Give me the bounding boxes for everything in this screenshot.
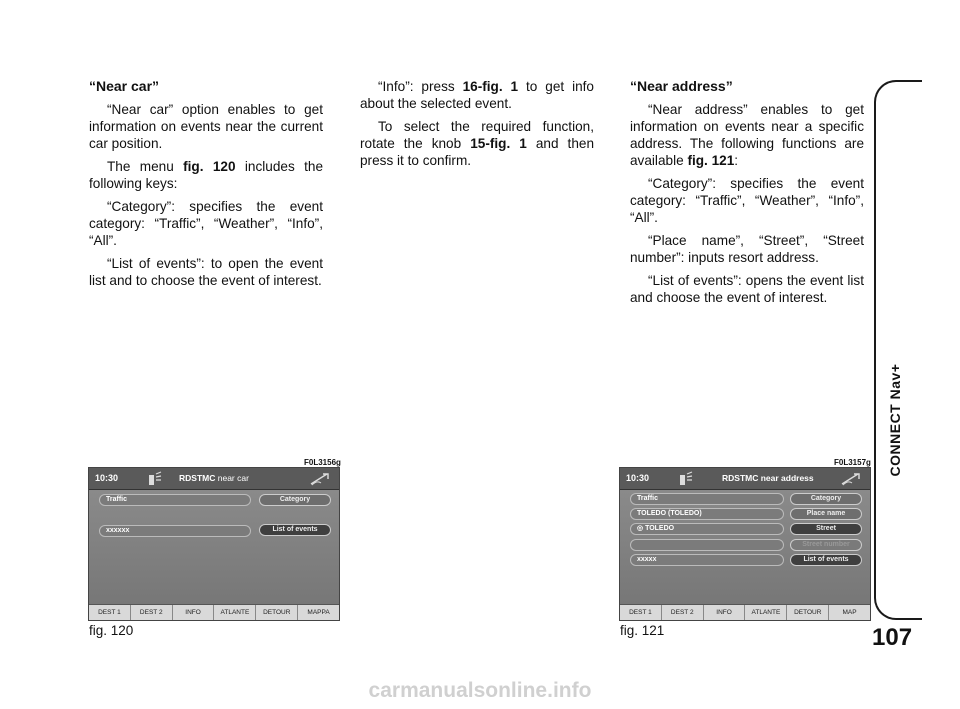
softkey-info[interactable]: INFO	[704, 605, 746, 620]
event-field[interactable]: xxxxx	[630, 554, 784, 566]
screen-near-address	[619, 467, 871, 621]
event-field[interactable]: xxxxxx	[99, 525, 251, 537]
softkey-dest1[interactable]: DEST 1	[89, 605, 131, 620]
clock: 10:30	[626, 473, 650, 483]
street-field[interactable]: ◎ TOLEDO	[630, 523, 784, 535]
softkey-atlante[interactable]: ATLANTE	[214, 605, 256, 620]
column-near-car	[89, 78, 323, 295]
screen-body	[89, 490, 339, 604]
softkey-dest2[interactable]: DEST 2	[131, 605, 173, 620]
paragraph: The menu fig. 120 includes the following keys:	[89, 159, 324, 191]
figure-caption: fig. 120	[89, 623, 134, 638]
paragraph: “List of events”: to open the event list and to choose the event of interest.	[89, 256, 323, 288]
heading-near-address: “Near address”	[630, 78, 733, 94]
street-number-key[interactable]: Street number	[790, 539, 862, 551]
figure-code: F0L3157g	[834, 458, 871, 467]
street-key[interactable]: Street	[790, 523, 862, 535]
figure-code: F0L3156g	[304, 458, 341, 467]
softkey-detour[interactable]: DETOUR	[787, 605, 829, 620]
paragraph: “Category”: specifies the event category: “Traffic”, “Weather”, “Info”, “All”.	[630, 176, 864, 225]
paragraph: “Near address” enables to get information on events near a specific address. The following functions are available fig. 121:	[630, 102, 864, 168]
signal-icon	[678, 471, 694, 492]
watermark: carmanualsonline.info	[368, 679, 592, 702]
street-number-field[interactable]	[630, 539, 784, 551]
screen-title: RDSTMC near address	[722, 473, 814, 483]
figure-caption: fig. 121	[620, 623, 665, 638]
edit-icon	[309, 471, 331, 492]
category-field[interactable]: Traffic	[630, 493, 784, 505]
softkey-bar	[89, 604, 339, 620]
page-number: 107	[872, 624, 913, 651]
edit-icon	[840, 471, 862, 492]
clock: 10:30	[95, 473, 119, 483]
screen-near-car	[88, 467, 340, 621]
softkey-atlante[interactable]: ATLANTE	[745, 605, 787, 620]
softkey-mappa[interactable]: MAPPA	[307, 609, 330, 616]
softkey-detour[interactable]: DETOUR	[256, 605, 298, 620]
softkey-map[interactable]: MAP	[842, 609, 857, 616]
target-icon: ◎	[637, 525, 644, 532]
softkey-bar	[620, 604, 870, 620]
paragraph: To select the required function, rotate the knob 15-fig. 1 and then press it to confirm.	[360, 119, 595, 168]
column-near-address	[630, 78, 864, 312]
paragraph: “Category”: specifies the event category: “Traffic”, “Weather”, “Info”, “All”.	[89, 199, 323, 248]
screen-title: RDSTMC near car	[179, 473, 249, 483]
category-field[interactable]: Traffic	[99, 494, 251, 506]
paragraph: “Near car” option enables to get information on events near the current car position.	[89, 102, 323, 151]
paragraph: “Place name”, “Street”, “Street number”: inputs resort address.	[630, 233, 864, 265]
place-name-key[interactable]: Place name	[790, 508, 862, 520]
category-key[interactable]: Category	[259, 494, 331, 506]
column-info	[360, 78, 594, 175]
softkey-dest2[interactable]: DEST 2	[662, 605, 704, 620]
signal-icon	[147, 471, 163, 492]
softkey-info[interactable]: INFO	[173, 605, 215, 620]
screen-header	[620, 468, 870, 490]
place-name-field[interactable]: TOLEDO (TOLEDO)	[630, 508, 784, 520]
paragraph: “List of events”: opens the event list and choose the event of interest.	[630, 273, 864, 305]
heading-near-car: “Near car”	[89, 78, 160, 94]
list-of-events-key[interactable]: List of events	[790, 554, 862, 566]
section-label: CONNECT Nav+	[887, 363, 903, 477]
list-of-events-key[interactable]: List of events	[259, 524, 331, 536]
softkey-dest1[interactable]: DEST 1	[620, 605, 662, 620]
screen-header	[89, 468, 339, 490]
category-key[interactable]: Category	[790, 493, 862, 505]
paragraph: “Info”: press 16-fig. 1 to get info about the selected event.	[360, 79, 594, 111]
screen-body	[620, 490, 870, 604]
